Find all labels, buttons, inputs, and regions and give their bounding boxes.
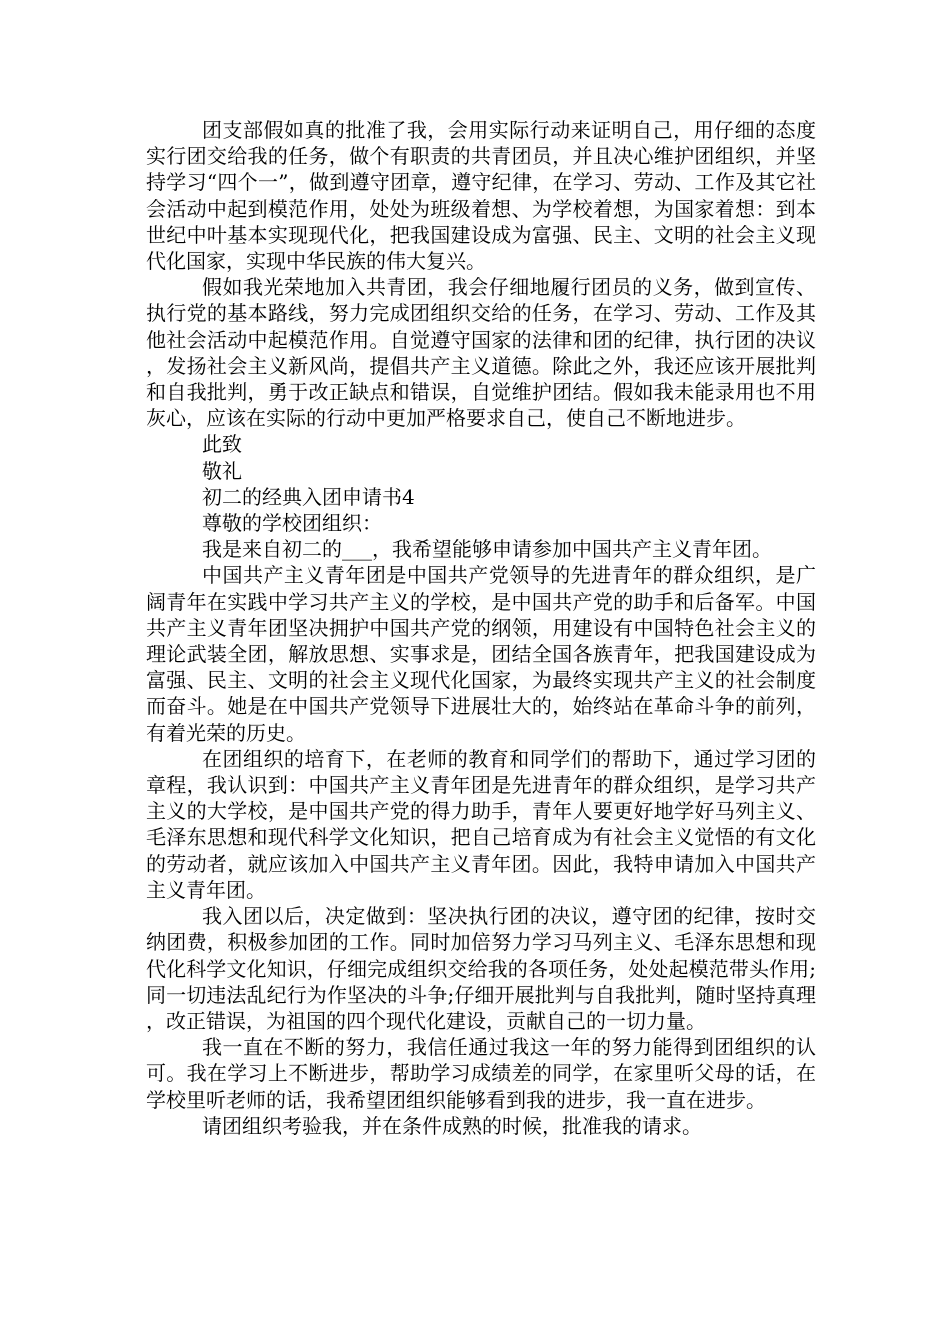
paragraph-effort: 我一直在不断的努力，我信任通过我这一年的努力能得到团组织的认可。我在学习上不断进步，帮助学习成绩差的同学，在家里听父母的话，在学校里听老师的话，我希望团组织能够看到我的进步，我一直在进步。: [146, 1035, 816, 1112]
paragraph-pledge: 我入团以后，决定做到：坚决执行团的决议，遵守团的纪律，按时交纳团费，积极参加团的工作。同时加倍努力学习马列主义、毛泽东思想和现代化科学文化知识，仔细完成组织交给我的各项任务，处处起模范带头作用;同一切违法乱纪行为作坚决的斗争;仔细开展批判与自我批判，随时坚持真理，改正错误，为祖国的四个现代化建设，贡献自己的一切力量。: [146, 904, 816, 1033]
paragraph-understanding: 在团组织的培育下，在老师的教育和同学们的帮助下，通过学习团的章程，我认识到：中国共产主义青年团是先进青年的群众组织，是学习共产主义的大学校，是中国共产党的得力助手，青年人要更好地学好马列主义、毛泽东思想和现代科学文化知识，把自己培育成为有社会主义觉悟的有文化的劳动者，就应该加入中国共产主义青年团。因此，我特申请加入中国共产主义青年团。: [146, 746, 816, 902]
paragraph-commitment: 团支部假如真的批准了我，会用实际行动来证明自己，用仔细的态度实行团交给我的任务，做个有职责的共青团员，并且决心维护团组织，并坚持学习“四个一”，做到遵守团章，遵守纪律，在学习、劳动、工作及其它社会活动中起到模范作用，处处为班级着想、为学校着想，为国家着想：到本世纪中叶基本实现现代化，把我国建设成为富强、民主、文明的社会主义现代化国家，实现中华民族的伟大复兴。: [146, 118, 816, 274]
closing-jingli: 敬礼: [202, 458, 242, 483]
paragraph-request: 请团组织考验我，并在条件成熟的时候，批准我的请求。: [202, 1113, 702, 1138]
salutation: 尊敬的学校团组织：: [202, 511, 382, 536]
paragraph-intro: 我是来自初二的___，我希望能够申请参加中国共产主义青年团。: [202, 537, 772, 562]
closing-cizhi: 此致: [202, 432, 242, 457]
document-body: [146, 117, 816, 1139]
paragraph-duties: 假如我光荣地加入共青团，我会仔细地履行团员的义务，做到宣传、执行党的基本路线，努力完成团组织交给的任务，在学习、劳动、工作及其他社会活动中起模范作用。自觉遵守国家的法律和团的纪律，执行团的决议，发扬社会主义新风尚，提倡共产主义道德。除此之外，我还应该开展批判和自我批判，勇于改正缺点和错误，自觉维护团结。假如我未能录用也不用灰心，应该在实际的行动中更加严格要求自己，使自己不断地进步。: [146, 275, 816, 431]
section-title: 初二的经典入团申请书4: [202, 484, 415, 509]
paragraph-about-league: 中国共产主义青年团是中国共产党领导的先进青年的群众组织，是广阔青年在实践中学习共产主义的学校，是中国共产党的助手和后备军。中国共产主义青年团坚决拥护中国共产党的纲领，用建设有中国特色社会主义的理论武装全团，解放思想、实事求是，团结全国各族青年，把我国建设成为富强、民主、文明的社会主义现代化国家，为最终实现共产主义的社会制度而奋斗。她是在中国共产党领导下进展壮大的，始终站在革命斗争的前列，有着光荣的历史。: [146, 563, 816, 745]
